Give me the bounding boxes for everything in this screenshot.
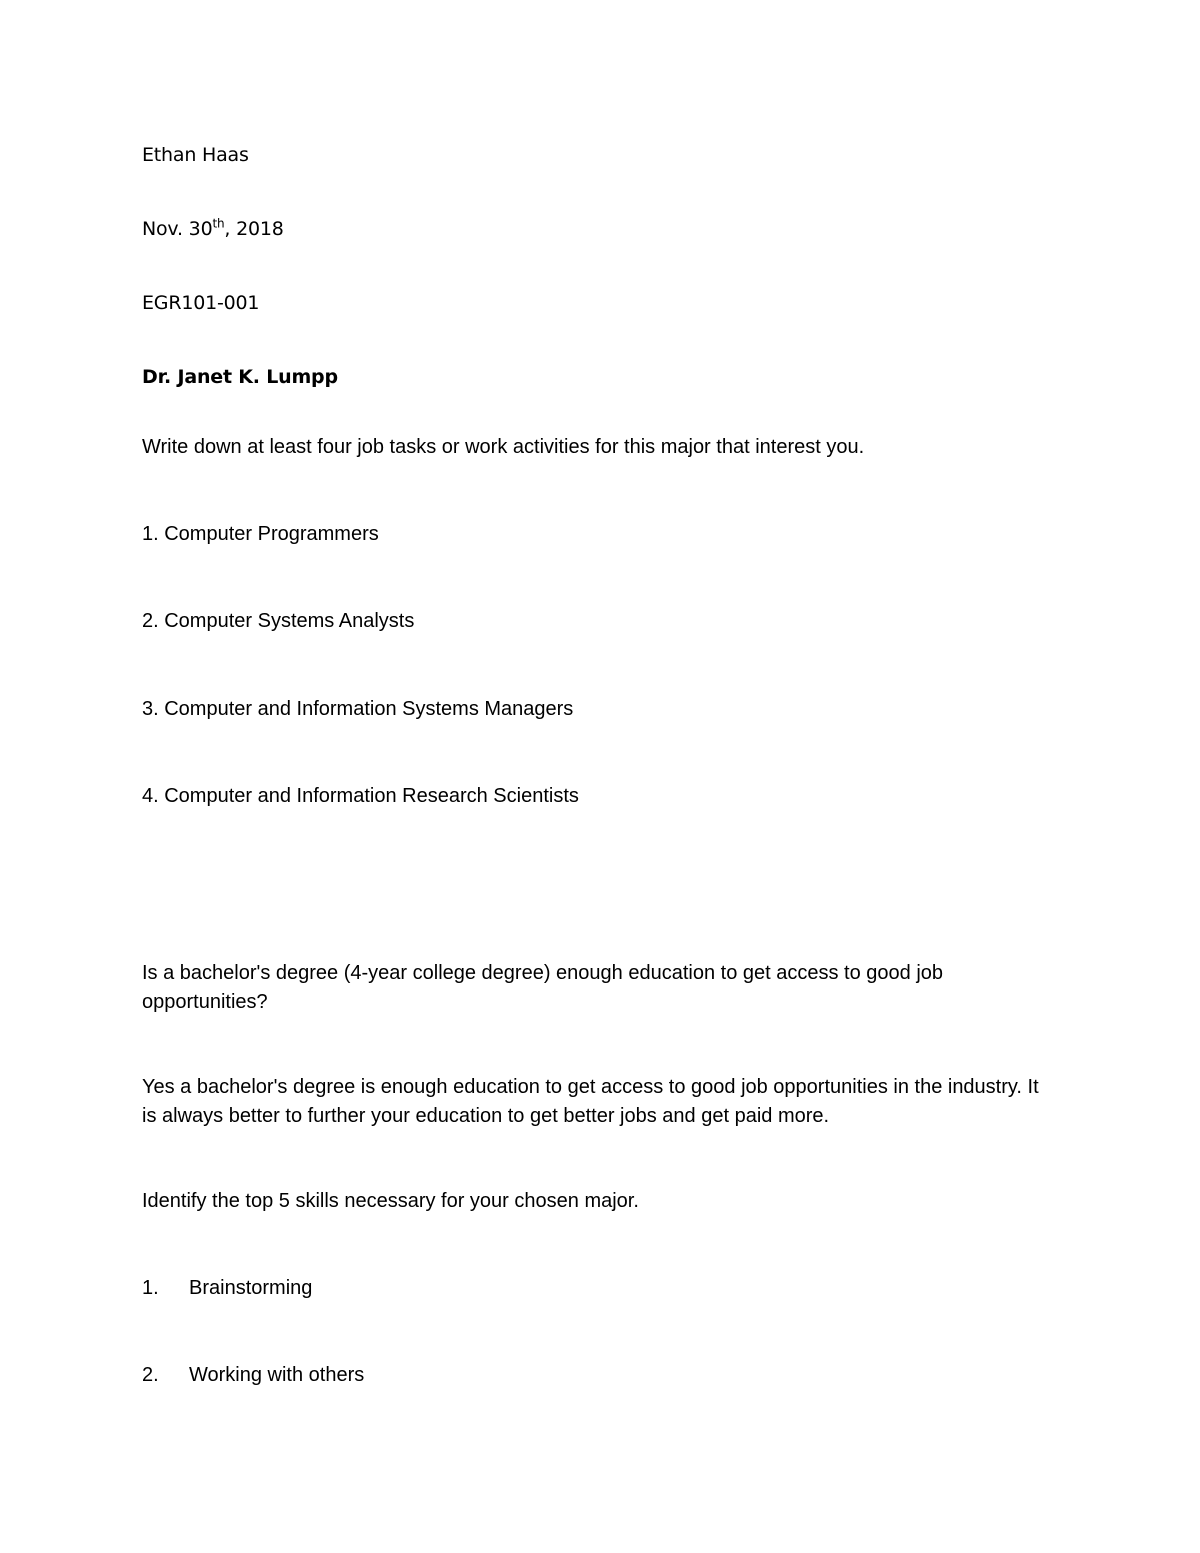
job-task-item: 3. Computer and Information Systems Managers xyxy=(142,698,574,720)
job-tasks-prompt: Write down at least four job tasks or work activities for this major that interest you. xyxy=(142,436,865,458)
skill-number: 2. xyxy=(142,1364,159,1386)
job-task-item: 1. Computer Programmers xyxy=(142,523,379,545)
student-name: Ethan Haas xyxy=(142,144,249,166)
course-code: EGR101-001 xyxy=(142,292,260,314)
submission-date xyxy=(142,218,284,240)
skill-item xyxy=(142,1364,364,1387)
skill-text: Working with others xyxy=(189,1364,365,1386)
skill-number: 1. xyxy=(142,1277,159,1299)
instructor-name: Dr. Janet K. Lumpp xyxy=(142,366,338,388)
job-task-item: 2. Computer Systems Analysts xyxy=(142,610,415,632)
date-superscript: th xyxy=(212,216,225,231)
date-suffix: , 2018 xyxy=(224,218,284,240)
skills-prompt: Identify the top 5 skills necessary for your chosen major. xyxy=(142,1190,639,1212)
skill-item xyxy=(142,1277,312,1300)
degree-answer: Yes a bachelor's degree is enough education to get access to good job opportunities in the industry. It is always better to further your education to get better jobs and get paid more. xyxy=(142,1076,1039,1127)
date-prefix: Nov. 30 xyxy=(142,218,213,240)
degree-question: Is a bachelor's degree (4-year college degree) enough education to get access to good job opportunities? xyxy=(142,962,944,1013)
job-task-item: 4. Computer and Information Research Scientists xyxy=(142,785,579,807)
skill-text: Brainstorming xyxy=(189,1277,313,1299)
